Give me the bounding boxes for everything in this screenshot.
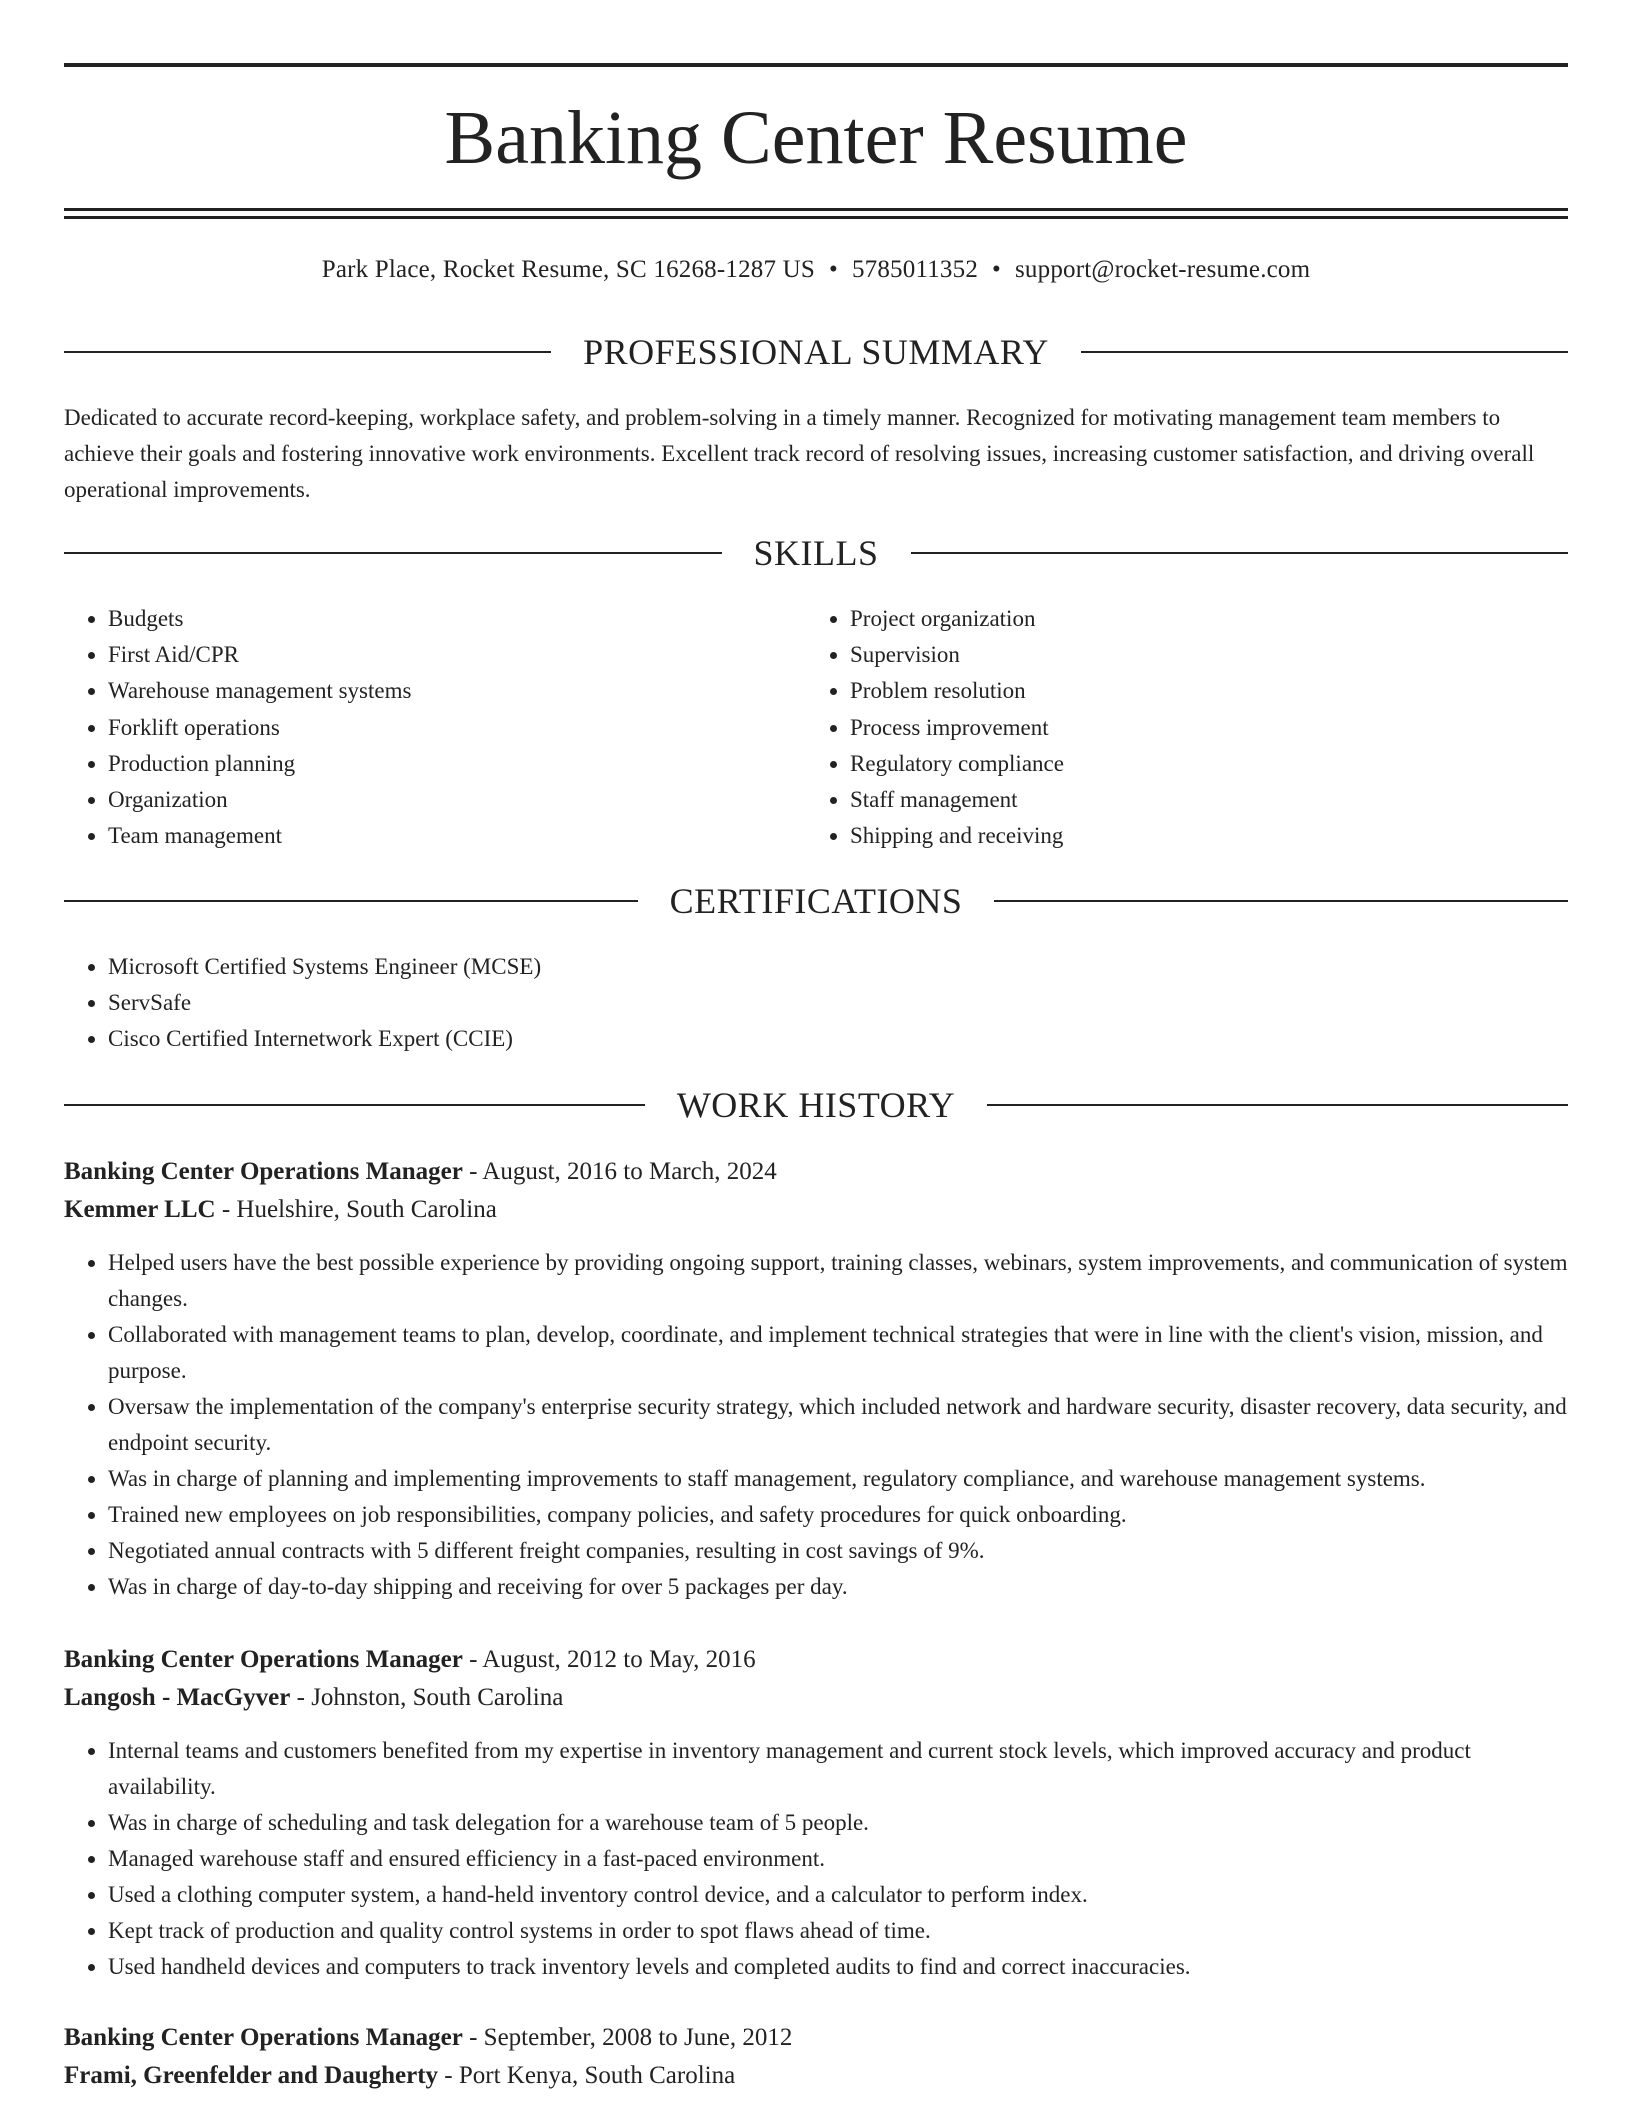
contact-line — [64, 254, 1568, 286]
skill-item: • Shipping and receiving — [850, 818, 1570, 854]
job-title: Banking Center Operations Manager — [64, 1158, 463, 1185]
skill-item: • Process improvement — [850, 710, 1570, 746]
job-location: - Port Kenya, South Carolina — [438, 2062, 736, 2089]
contact-separator: • — [992, 256, 1001, 283]
heading-rule-right — [911, 552, 1569, 554]
job-dates: - August, 2012 to May, 2016 — [462, 1646, 756, 1673]
job-dates: - September, 2008 to June, 2012 — [462, 2024, 793, 2051]
job-bullet: • Managed warehouse staff and ensured efficiency in a fast-paced environment. — [108, 1841, 1568, 1877]
job-company-line — [64, 2057, 1568, 2095]
skill-item: • Regulatory compliance — [850, 746, 1570, 782]
job-entry — [64, 2019, 1568, 2095]
heading-rule-left — [64, 351, 551, 353]
job-entry — [64, 1641, 1568, 1985]
job-company: Langosh - MacGyver — [64, 1684, 291, 1711]
skill-item: • Production planning — [108, 746, 828, 782]
job-bullet: • Used a clothing computer system, a hand-held inventory control device, and a calculator to perform index. — [108, 1877, 1568, 1913]
skill-item: • Warehouse management systems — [108, 673, 828, 709]
title-rule-lower — [64, 216, 1568, 219]
job-bullet: • Trained new employees on job responsibilities, company policies, and safety procedures for quick onboarding. — [108, 1497, 1568, 1533]
section-title: PROFESSIONAL SUMMARY — [583, 332, 1049, 372]
job-title-line — [64, 1153, 1568, 1191]
job-bullet: • Collaborated with management teams to plan, develop, coordinate, and implement technical strategies that were in line with the client's vision, mission, and purpose. — [108, 1317, 1568, 1389]
job-entry — [64, 1153, 1568, 1605]
heading-rule-left — [64, 552, 722, 554]
job-bullet: • Internal teams and customers benefited from my expertise in inventory management and current stock levels, which improved accuracy and product availability. — [108, 1733, 1568, 1805]
job-bullet: • Was in charge of planning and implementing improvements to staff management, regulatory compliance, and warehouse management systems. — [108, 1461, 1568, 1497]
section-heading-skills — [64, 531, 1568, 575]
job-title-line — [64, 2019, 1568, 2057]
heading-rule-right — [987, 1104, 1568, 1106]
job-bullet: • Was in charge of day-to-day shipping and receiving for over 5 packages per day. — [108, 1569, 1568, 1605]
job-bullet: • Negotiated annual contracts with 5 different freight companies, resulting in cost savings of 9%. — [108, 1533, 1568, 1569]
skill-item: • Project organization — [850, 601, 1570, 637]
section-heading-summary — [64, 330, 1568, 374]
job-title: Banking Center Operations Manager — [64, 2024, 463, 2051]
heading-rule-right — [1081, 351, 1568, 353]
skill-item: • Problem resolution — [850, 673, 1570, 709]
job-bullet: • Oversaw the implementation of the company's enterprise security strategy, which included network and hardware security, disaster recovery, data security, and endpoint security. — [108, 1389, 1568, 1461]
contact-phone: 5785011352 — [851, 256, 979, 283]
summary-text: Dedicated to accurate record-keeping, workplace safety, and problem-solving in a timely manner. Recognized for motivating management team members to achieve their goals and fostering innovative work environments. Excellent track record of resolving issues, increasing customer satisfaction, and driving overall operational improvements. — [64, 405, 1535, 502]
skills-list-left — [64, 601, 828, 854]
job-location: - Huelshire, South Carolina — [215, 1196, 497, 1223]
certification-item: • Cisco Certified Internetwork Expert (CCIE) — [108, 1021, 1508, 1057]
job-location: - Johnston, South Carolina — [290, 1684, 564, 1711]
contact-separator: • — [829, 256, 838, 283]
job-bullet: • Kept track of production and quality control systems in order to spot flaws ahead of time. — [108, 1913, 1568, 1949]
heading-rule-right — [994, 900, 1568, 902]
skill-item: • Team management — [108, 818, 828, 854]
section-title: WORK HISTORY — [676, 1085, 956, 1125]
job-bullets — [64, 1733, 1568, 1985]
job-company: Kemmer LLC — [64, 1196, 216, 1223]
skill-item: • Supervision — [850, 637, 1570, 673]
certifications-list — [64, 949, 1508, 1057]
skills-list-right — [806, 601, 1570, 854]
skill-item: • Forklift operations — [108, 710, 828, 746]
job-company-line — [64, 1679, 1568, 1717]
resume-title: Banking Center Resume — [444, 96, 1188, 180]
section-heading-work-history — [64, 1083, 1568, 1127]
skill-item: • First Aid/CPR — [108, 637, 828, 673]
section-title: CERTIFICATIONS — [669, 881, 963, 921]
job-title: Banking Center Operations Manager — [64, 1646, 463, 1673]
skill-item: • Staff management — [850, 782, 1570, 818]
top-rule — [64, 63, 1568, 67]
certification-item: • Microsoft Certified Systems Engineer (MCSE) — [108, 949, 1508, 985]
job-bullet: • Helped users have the best possible experience by providing ongoing support, training classes, webinars, system improvements, and communication of system changes. — [108, 1245, 1568, 1317]
job-bullets — [64, 1245, 1568, 1605]
job-company: Frami, Greenfelder and Daugherty — [64, 2062, 439, 2089]
job-company-line — [64, 1191, 1568, 1229]
certification-item: • ServSafe — [108, 985, 1508, 1021]
title-rule-upper — [64, 208, 1568, 211]
section-title: SKILLS — [753, 533, 879, 573]
contact-address: Park Place, Rocket Resume, SC 16268-1287 US — [321, 256, 815, 283]
heading-rule-left — [64, 1104, 645, 1106]
job-dates: - August, 2016 to March, 2024 — [462, 1158, 777, 1185]
job-bullet: • Used handheld devices and computers to track inventory levels and completed audits to find and correct inaccuracies. — [108, 1949, 1568, 1985]
heading-rule-left — [64, 900, 638, 902]
contact-email: support@rocket-resume.com — [1014, 256, 1311, 283]
section-heading-certifications — [64, 879, 1568, 923]
job-bullet: • Was in charge of scheduling and task delegation for a warehouse team of 5 people. — [108, 1805, 1568, 1841]
skill-item: • Organization — [108, 782, 828, 818]
job-title-line — [64, 1641, 1568, 1679]
skill-item: • Budgets — [108, 601, 828, 637]
